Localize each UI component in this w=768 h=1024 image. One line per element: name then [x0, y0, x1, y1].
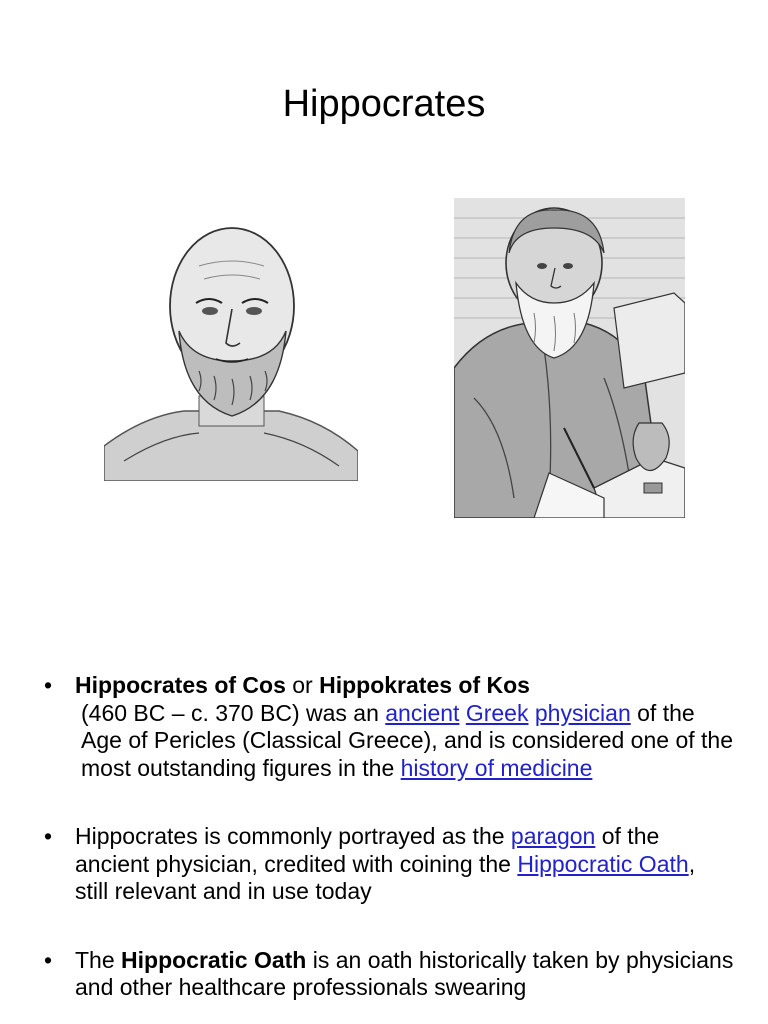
oath-description-text: is an oath historically taken by physicians and other healthcare professionals swearing [75, 946, 734, 1000]
hippocrates-bust-image [104, 211, 358, 481]
bold-name-hippokrates-of-kos: Hippokrates of Kos [319, 672, 530, 698]
link-history-of-medicine[interactable]: history of medicine [400, 754, 593, 781]
connector-text: or [285, 672, 320, 698]
description-text: of the Age of Pericles (Classical Greece), and is considered one of the most outstanding figures in the [81, 699, 733, 781]
bold-name-hippocrates-of-cos: Hippocrates of Cos [75, 672, 286, 698]
bullet-list [44, 672, 734, 1024]
link-physician[interactable]: physician [534, 699, 631, 726]
dates-text: (460 BC – c. 370 BC) was an [81, 699, 386, 726]
bullet-item-1 [44, 672, 734, 782]
credited-text: of the ancient physician, credited with coining the [75, 823, 660, 877]
bullet-item-3 [44, 947, 734, 1002]
portrayal-text: Hippocrates is commonly portrayed as the [75, 823, 511, 849]
hippocrates-engraving-image [454, 198, 685, 518]
link-greek[interactable]: Greek [465, 699, 529, 726]
link-hippocratic-oath[interactable]: Hippocratic Oath [517, 850, 689, 877]
link-ancient[interactable]: ancient [385, 699, 460, 726]
bold-hippocratic-oath: Hippocratic Oath [121, 946, 307, 973]
relevance-text: , still relevant and in use today [75, 850, 696, 904]
the-text: The [75, 946, 122, 973]
link-paragon[interactable]: paragon [510, 823, 596, 849]
slide-title: Hippocrates [282, 83, 486, 125]
bullet-item-2 [44, 823, 734, 906]
